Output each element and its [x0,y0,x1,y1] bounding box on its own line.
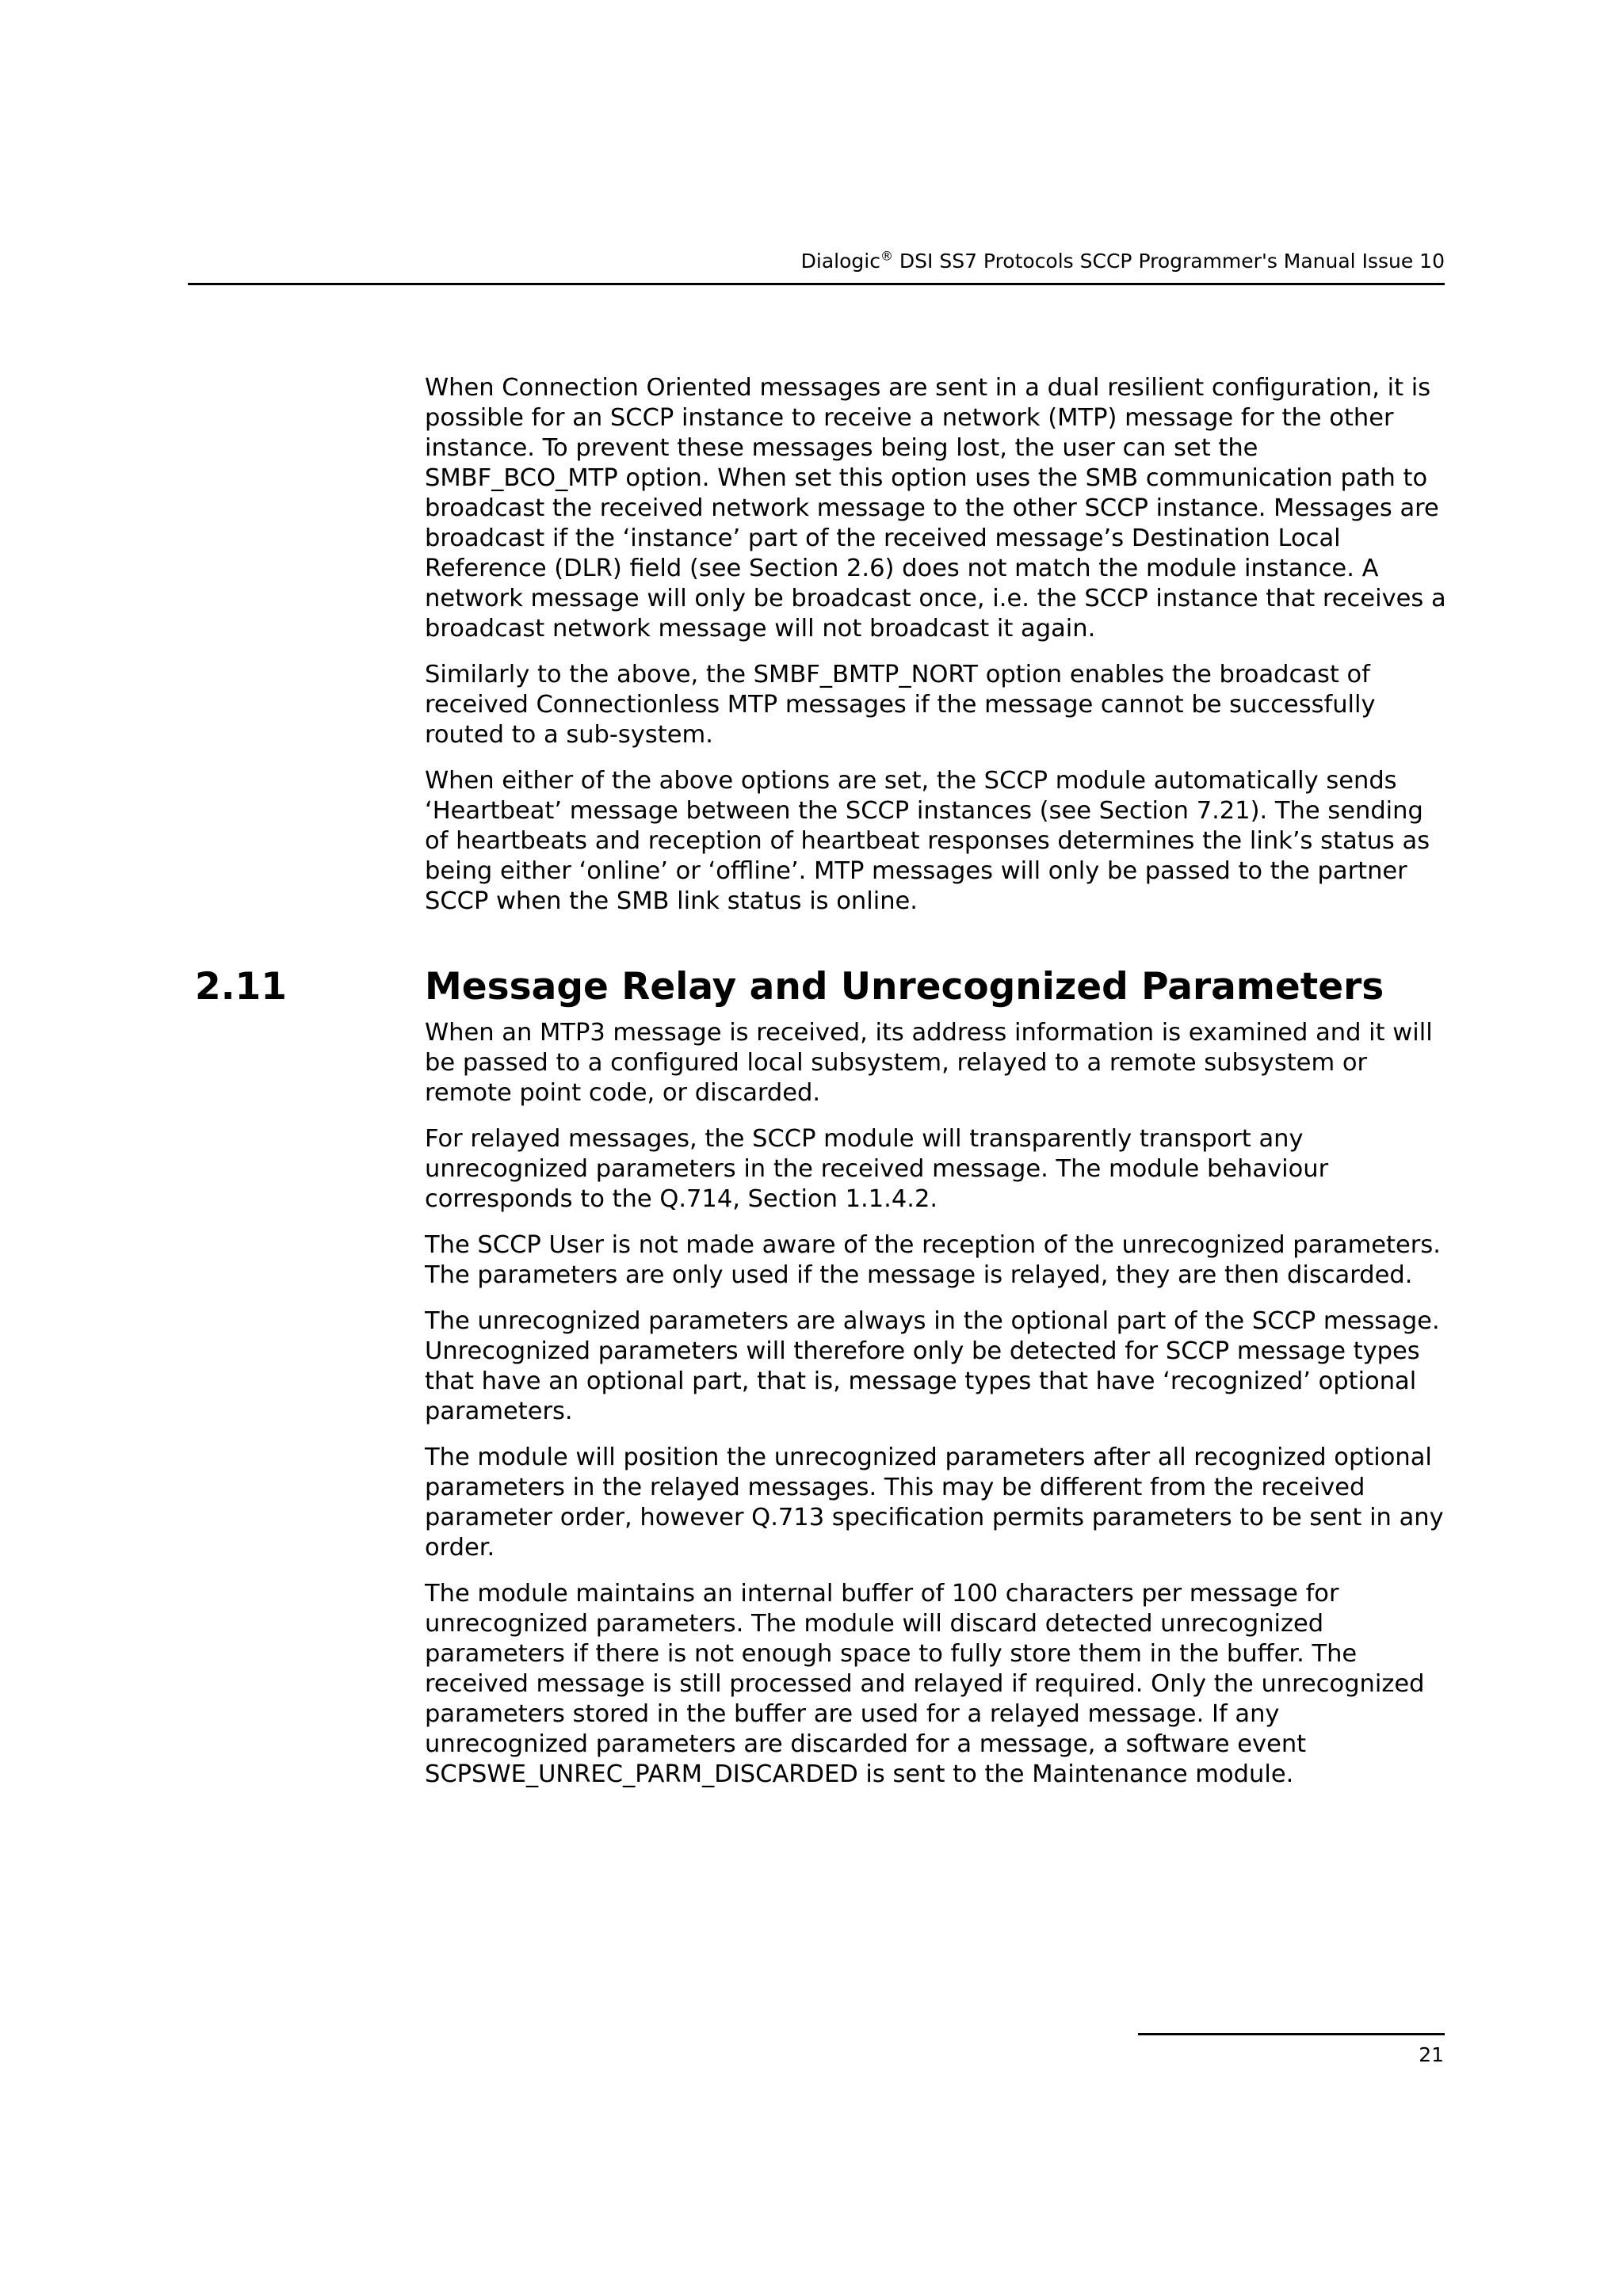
header-title: DSI SS7 Protocols SCCP Programmer's Manual Issue 10 [892,250,1445,273]
intro-text [425,373,1447,917]
section-title: Message Relay and Unrecognized Parameters [425,965,1384,1009]
section-number: 2.11 [195,965,287,1009]
running-header [801,249,1445,274]
paragraph: Similarly to the above, the SMBF_BMTP_NORT option enables the broadcast of received Connectionless MTP messages if the message cannot be successfully routed to a sub-system. [425,661,1376,749]
paragraph: The SCCP User is not made aware of the reception of the unrecognized parameters. The parameters are only used if the message is relayed, they are then discarded. [425,1231,1441,1289]
page-number: 21 [1419,2043,1444,2066]
footer-rule [1138,2033,1445,2035]
paragraph: When an MTP3 message is received, its address information is examined and it will be passed to a configured local subsystem, relayed to a remote subsystem or remote point code, or discarded. [425,1019,1433,1107]
paragraph: When Connection Oriented messages are sent in a dual resilient configuration, it is possible for an SCCP instance to receive a network (MTP) message for the other instance. To prevent these messages being lost, the user can set the SMBF_BCO_MTP option. When set this option uses the SMB communication path to broadcast the received network message to the other SCCP instance. Messages are broadcast if the ‘instance’ part of the received message’s Destination Local Reference (DLR) field (see Section 2.6) does not match the module instance. A network message will only be broadcast once, i.e. the SCCP instance that receives a broadcast network message will not broadcast it again. [425,374,1446,643]
registered-mark: ® [880,248,893,264]
section-body [425,1018,1447,1790]
header-brand: Dialogic [800,250,880,273]
header-rule [188,283,1445,285]
paragraph: For relayed messages, the SCCP module will transparently transport any unrecognized parameters in the received message. The module behaviour corresponds to the Q.714, Section 1.1.4.2. [425,1125,1329,1213]
paragraph: When either of the above options are set, the SCCP module automatically sends ‘Heartbeat’ message between the SCCP instances (see Section 7.21). The sending of heartbeats and reception of heartbeat responses determines the link’s status as being either ‘online’ or ‘offline’. MTP messages will only be passed to the partner SCCP when the SMB link status is online. [425,767,1430,915]
paragraph: The module maintains an internal buffer of 100 characters per message for unrecognized parameters. The module will discard detected unrecognized parameters if there is not enough space to fully store them in the buffer. The received message is still processed and relayed if required. Only the unrecognized parameters stored in the buffer are used for a relayed message. If any unrecognized parameters are discarded for a message, a software event SCPSWE_UNREC_PARM_DISCARDED is sent to the Maintenance module. [425,1580,1425,1788]
paragraph: The unrecognized parameters are always in the optional part of the SCCP message. Unrecognized parameters will therefore only be detected for SCCP message types that have an optional part, that is, message types that have ‘recognized’ optional parameters. [425,1307,1440,1425]
paragraph: The module will position the unrecognized parameters after all recognized optional parameters in the relayed messages. This may be different from the received parameter order, however Q.713 specification permits parameters to be sent in any order. [425,1444,1444,1562]
